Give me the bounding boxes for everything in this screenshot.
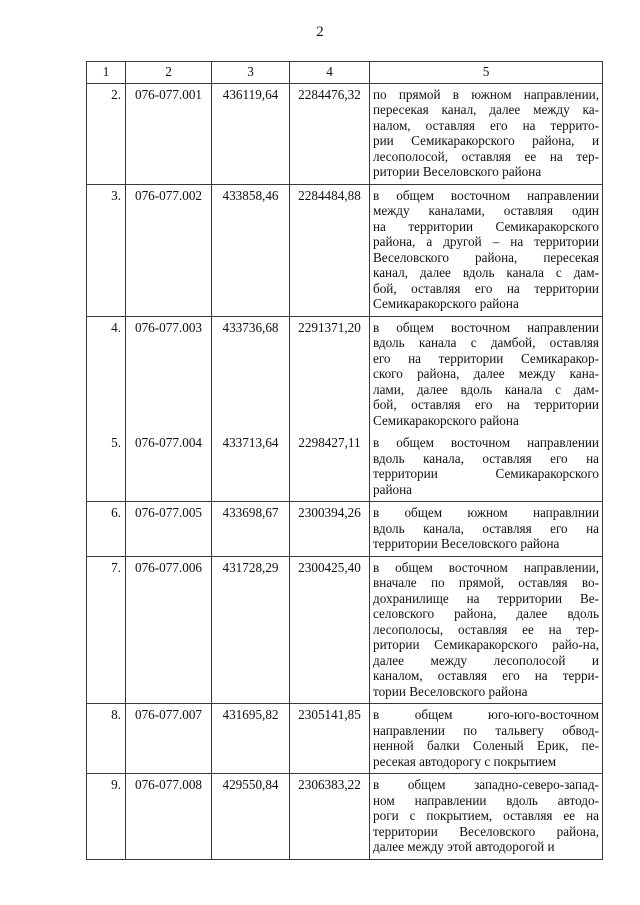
description-line: вдоль канала, оставляя его на [373,520,599,536]
description-line: ритории Веселовского района [373,164,542,179]
point-code-cell: 076-077.006 [126,556,212,704]
row-number-cell: 9. [87,774,126,860]
description-line: далее между лесополосой и [373,652,599,668]
table-row [87,556,603,704]
description-line: в общем восточном направлении [373,319,599,335]
coordinate-x-cell: 431695,82 [212,704,290,774]
description-line: пересекая канал, далее между ка- [373,102,599,117]
description-line: Семикаракорского района [373,412,519,428]
boundary-description-cell [370,704,603,774]
description-line: далее между этой автодорогой и [373,839,555,854]
table-row [87,83,603,184]
description-line: в общем восточном направлении, [373,559,599,575]
description-line: в общем восточном направлении [373,187,599,203]
coordinate-y-cell: 2298427,11 [290,432,370,502]
description-line: бой, оставляя его на территории [373,397,599,412]
boundary-description-cell [370,502,603,557]
description-line: роги с покрытием, оставляя ее на [373,808,599,823]
description-line: между каналами, оставляя один [373,203,599,218]
description-line: в общем западно-северо-запад- [373,777,599,792]
boundary-description-cell [370,316,603,432]
page-number: 2 [316,24,324,40]
description-line: района, а другой – на территории [373,234,599,249]
point-code-cell: 076-077.002 [126,184,212,316]
description-line: лесополосы, оставляя ее на тер- [373,621,599,637]
coordinate-y-cell: 2284476,32 [290,83,370,184]
description-line: ритории Семикаракорского райо-на, [373,637,599,652]
description-line: вдоль канала, оставляя его на [373,450,599,466]
description-line: в общем восточном направлении [373,435,599,450]
coordinate-x-cell: 429550,84 [212,774,290,860]
point-code-cell: 076-077.007 [126,704,212,774]
description-line: вначале по прямой, оставляя во- [373,575,599,590]
coordinate-y-cell: 2291371,20 [290,316,370,432]
point-code-cell: 076-077.005 [126,502,212,557]
boundary-description-cell [370,184,603,316]
description-line: селовского района, далее вдоль [373,606,599,621]
table-row [87,502,603,557]
coordinate-y-cell: 2300394,26 [290,502,370,557]
row-number-cell: 4. [87,316,126,432]
coordinate-y-cell: 2300425,40 [290,556,370,704]
description-line: ненной балки Соленый Ерик, пе- [373,738,599,753]
boundary-description-cell [370,83,603,184]
description-line: территории Семикаракорского [373,466,599,481]
row-number-cell: 7. [87,556,126,704]
description-line: в общем юго-юго-восточном [373,707,599,722]
coordinate-y-cell: 2306383,22 [290,774,370,860]
boundary-description-cell [370,432,603,502]
row-number-cell: 2. [87,83,126,184]
description-line: территории Веселовского района, [373,823,599,839]
table-row [87,432,603,502]
description-line: рии Семикаракорского района, и [373,133,599,148]
coordinate-y-cell: 2284484,88 [290,184,370,316]
description-line: бой, оставляя его на территории [373,280,599,296]
description-line: каналом, оставляя его на терри- [373,668,599,683]
description-line: в общем южном направлнии [373,505,599,520]
description-line: налом, оставляя его на террито- [373,117,599,133]
table-row [87,184,603,316]
description-line: ном направлении вдоль автодо- [373,792,599,808]
description-line: по прямой в южном направлении, [373,86,599,102]
description-line: ского района, далее между кана- [373,366,599,381]
description-line: Веселовского района, пересекая [373,249,599,265]
boundary-description-cell [370,556,603,704]
coordinate-y-cell: 2305141,85 [290,704,370,774]
description-line: направлении по тальвегу обвод- [373,722,599,738]
row-number-cell: 5. [87,432,126,502]
coordinate-x-cell: 433858,46 [212,184,290,316]
description-line: лами, далее вдоль канала с дам- [373,381,599,397]
point-code-cell: 076-077.001 [126,83,212,184]
description-line: тории Веселовского района [373,683,528,699]
description-line: Семикаракорского района [373,296,519,311]
point-code-cell: 076-077.008 [126,774,212,860]
coordinate-x-cell: 436119,64 [212,83,290,184]
coordinate-x-cell: 433713,64 [212,432,290,502]
description-line: на территории Семикаракорского [373,218,599,234]
column-header-5: 5 [370,62,603,84]
table-row [87,316,603,432]
table-row [87,774,603,860]
row-number-cell: 6. [87,502,126,557]
boundary-description-table [86,61,603,860]
column-header-2: 2 [126,62,212,84]
column-header-4: 4 [290,62,370,84]
description-line: канал, далее вдоль канала с дам- [373,265,599,280]
table-header-row [87,62,603,84]
description-line: вдоль канала с дамбой, оставляя [373,335,599,350]
coordinate-x-cell: 433698,67 [212,502,290,557]
boundary-description-cell [370,774,603,860]
column-header-1: 1 [87,62,126,84]
description-line: территории Веселовского района [373,536,560,551]
coordinate-x-cell: 431728,29 [212,556,290,704]
table-row [87,704,603,774]
description-line: лесополосой, оставляя ее на тер- [373,148,599,164]
point-code-cell: 076-077.004 [126,432,212,502]
column-header-3: 3 [212,62,290,84]
coordinate-x-cell: 433736,68 [212,316,290,432]
description-line: ресекая автодорогу с покрытием [373,753,557,769]
table-body [87,83,603,859]
row-number-cell: 8. [87,704,126,774]
point-code-cell: 076-077.003 [126,316,212,432]
description-line: дохранилище на территории Ве- [373,590,599,606]
row-number-cell: 3. [87,184,126,316]
description-line: района [373,481,413,497]
description-line: его на территории Семикаракор- [373,350,599,366]
